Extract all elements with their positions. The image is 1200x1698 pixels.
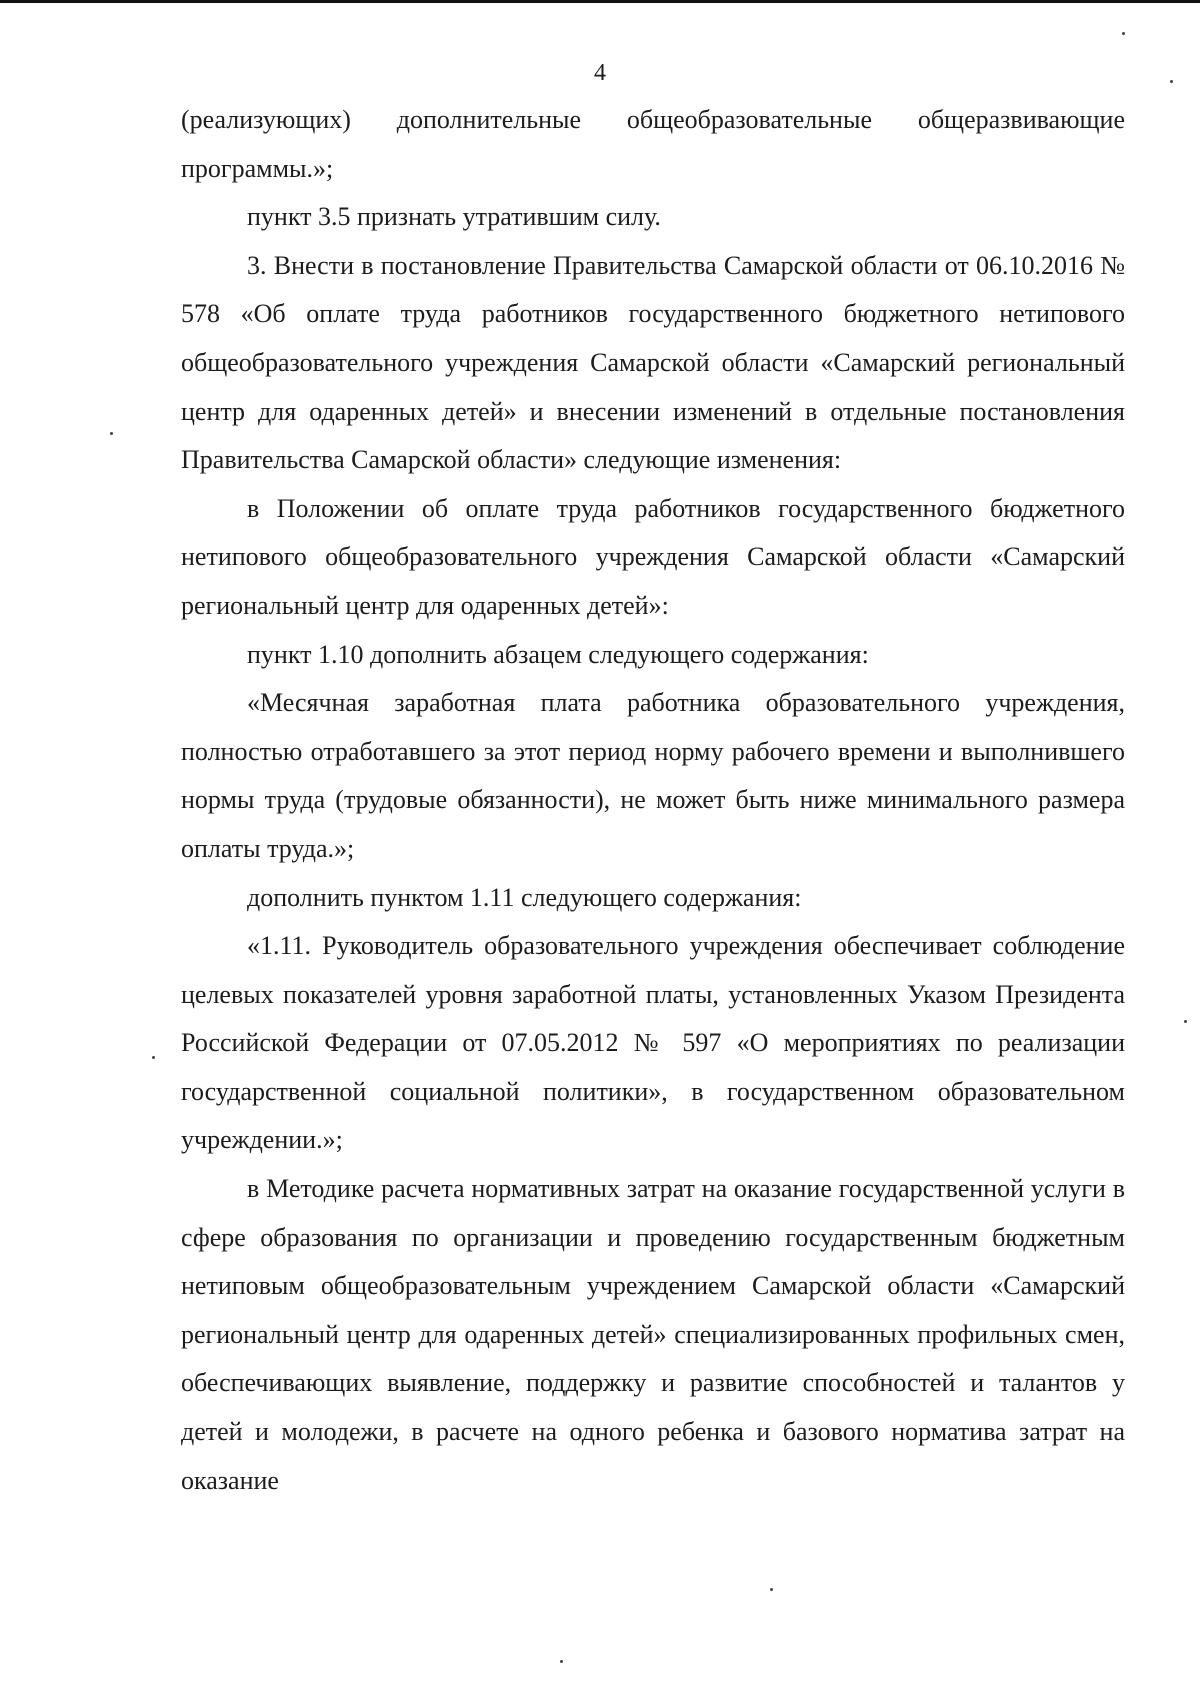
paragraph-6: «Месячная заработная плата работника образовательного учреждения, полностью отработавшего за этот период норму рабочего времени и выполнившего нормы труда (трудовые обязанности), не может быть ниже минимального размера оплаты труда.»; (181, 688, 1125, 863)
paragraph-5: пункт 1.10 дополнить абзацем следующего содержания: (247, 639, 869, 669)
scan-speck (110, 432, 113, 435)
paragraph-1: (реализующих) дополнительные общеобразовательные общеразвивающие программы.»; (181, 105, 1125, 183)
scan-speck (560, 1660, 563, 1663)
paragraph-3: 3. Внести в постановление Правительства Самарской области от 06.10.2016 № 578 «Об оплате труда работников государственного бюджетного нетипового общеобразовательного учреждения Самарской области «Самарский региональный центр для одаренных детей» и внесении изменений в отдельные постановления Правительства Самарской области» следующие изменения: (181, 250, 1125, 475)
scan-speck (1170, 80, 1173, 83)
scan-speck (770, 1588, 773, 1591)
scan-speck (152, 1056, 155, 1059)
paragraph-7: дополнить пунктом 1.11 следующего содержания: (247, 882, 802, 912)
page-number: 4 (594, 60, 606, 86)
paragraph-2: пункт 3.5 признать утратившим силу. (247, 202, 661, 232)
top-border-line (0, 0, 1200, 3)
document-body (181, 96, 1125, 1505)
scan-speck (1184, 1020, 1187, 1023)
paragraph-8: «1.11. Руководитель образовательного учреждения обеспечивает соблюдение целевых показателей уровня заработной платы, установленных Указом Президента Российской Федерации от 07.05.2012 № 597 «О мероприятиях по реализации государственной социальной политики», в государственном образовательном учреждении.»; (181, 931, 1125, 1155)
scan-speck (1122, 32, 1125, 35)
paragraph-9: в Методике расчета нормативных затрат на оказание государственной услуги в сфере образования по организации и проведению государственным бюджетным нетиповым общеобразовательным учреждением Самарской области «Самарский региональный центр для одаренных детей» специализированных профильных смен, обеспечивающих выявление, поддержку и развитие способностей и талантов у детей и молодежи, в расчете на одного ребенка и базового норматива затрат на оказание (181, 1174, 1125, 1495)
paragraph-4: в Положении об оплате труда работников государственного бюджетного нетипового общеобразовательного учреждения Самарской области «Самарский региональный центр для одаренных детей»: (181, 493, 1125, 620)
